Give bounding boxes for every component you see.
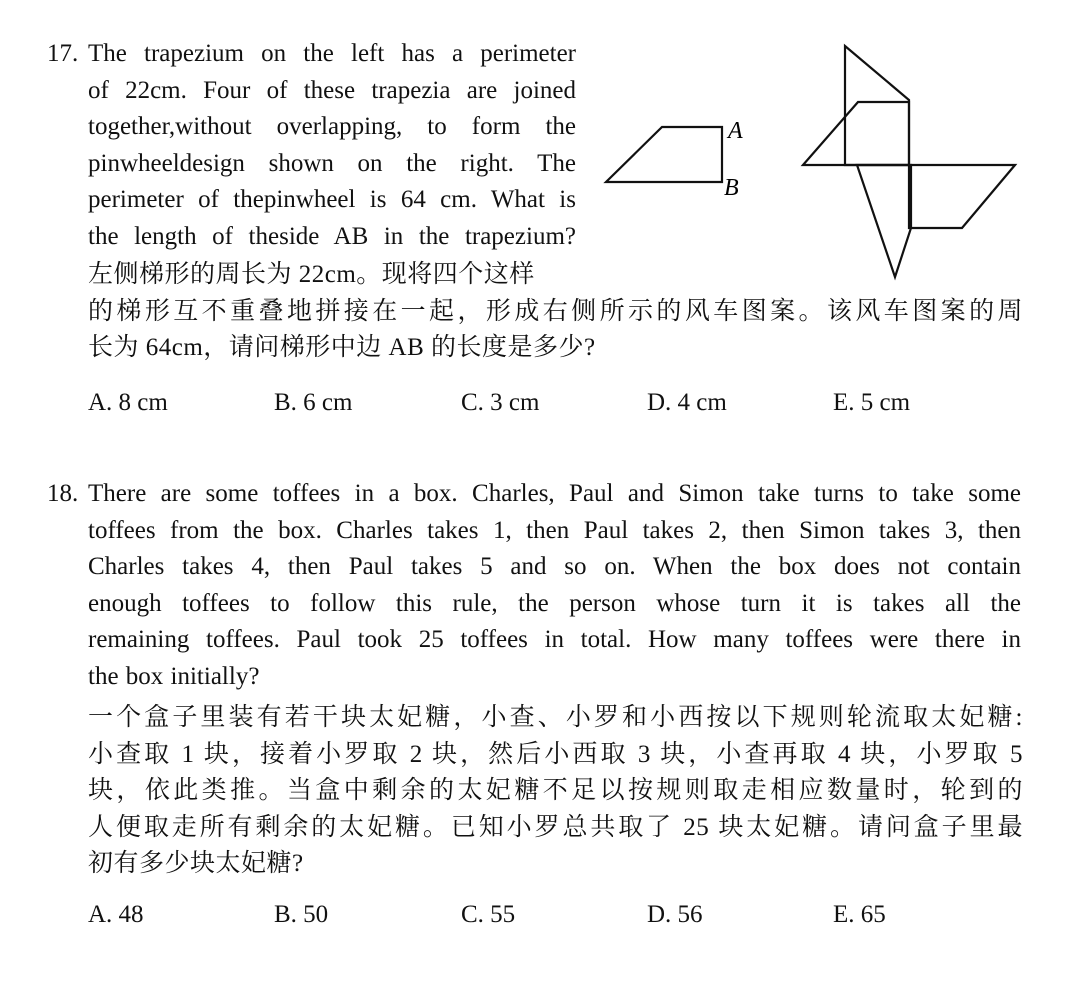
q18-option-e[interactable]: E. 65 (833, 901, 886, 928)
pinwheel-figure (795, 40, 1035, 280)
q18-option-c[interactable]: C. 55 (461, 901, 516, 928)
question-17-number: 17. (47, 40, 79, 67)
q17-en-line: pinwheeldesign shown on the right. The (88, 149, 576, 177)
trapezium-shape (606, 127, 722, 182)
q17-zh-line: 长为 64cm，请问梯形中边 AB 的长度是多少? (88, 334, 596, 361)
question-18-chinese-text (88, 700, 1023, 883)
q17-option-d[interactable]: D. 4 cm (647, 389, 727, 416)
q17-en-line: of 22cm. Four of these trapezia are joined (88, 76, 576, 104)
q18-en-line: the box initially? (88, 662, 260, 690)
q18-option-d[interactable]: D. 56 (647, 901, 703, 928)
q17-en-line: the length of theside AB in the trapezium? (88, 222, 576, 250)
q18-en-line: remaining toffees. Paul took 25 toffees in total. How many toffees were there in (88, 626, 1021, 653)
q18-en-line: There are some toffees in a box. Charles, Paul and Simon take turns to take some (88, 480, 1021, 507)
q18-en-line: toffees from the box. Charles takes 1, then Paul takes 2, then Simon takes 3, then (88, 516, 1021, 544)
q18-en-line: enough toffees to follow this rule, the person whose turn it is takes all the (88, 589, 1021, 617)
q17-option-a[interactable]: A. 8 cm (88, 389, 168, 416)
pinwheel-blade-left (803, 102, 909, 165)
trapezium-figure (600, 118, 770, 208)
q17-en-line: together,without overlapping, to form the (88, 113, 576, 140)
q18-zh-line: 一个盒子里装有若干块太妃糖，小查、小罗和小西按以下规则轮流取太妃糖: (88, 704, 1023, 731)
q17-option-b[interactable]: B. 6 cm (274, 389, 353, 416)
q17-option-e[interactable]: E. 5 cm (833, 389, 911, 416)
question-18-number: 18. (47, 480, 79, 507)
label-b: B (724, 175, 739, 201)
pinwheel-blade-bottom (857, 165, 911, 277)
q17-en-line: perimeter of thepinwheel is 64 cm. What is (88, 186, 576, 213)
label-a: A (728, 118, 743, 144)
q17-en-line: The trapezium on the left has a perimeter (88, 40, 576, 67)
q18-zh-line: 初有多少块太妃糖? (88, 850, 304, 877)
question-17-english-text (88, 36, 576, 255)
q17-zh-line: 的梯形互不重叠地拼接在一起，形成右侧所示的风车图案。该风车图案的周 (88, 297, 1023, 325)
q18-option-b[interactable]: B. 50 (274, 901, 329, 928)
pinwheel-blade-right (909, 165, 1015, 228)
question-18-english-text (88, 476, 1021, 695)
q18-option-a[interactable]: A. 48 (88, 901, 144, 928)
q18-zh-line: 块，依此类推。当盒中剩余的太妃糖不足以按规则取走相应数量时，轮到的 (88, 777, 1023, 804)
q18-zh-line: 小查取 1 块，接着小罗取 2 块，然后小西取 3 块，小查再取 4 块，小罗取 5 (88, 740, 1023, 768)
q17-zh-line: 左侧梯形的周长为 22cm。现将四个这样 (88, 261, 535, 288)
q18-en-line: Charles takes 4, then Paul takes 5 and so on. When the box does not contain (88, 553, 1021, 580)
q18-zh-line: 人便取走所有剩余的太妃糖。已知小罗总共取了 25 块太妃糖。请问盒子里最 (88, 813, 1023, 841)
q17-option-c[interactable]: C. 3 cm (461, 389, 540, 416)
